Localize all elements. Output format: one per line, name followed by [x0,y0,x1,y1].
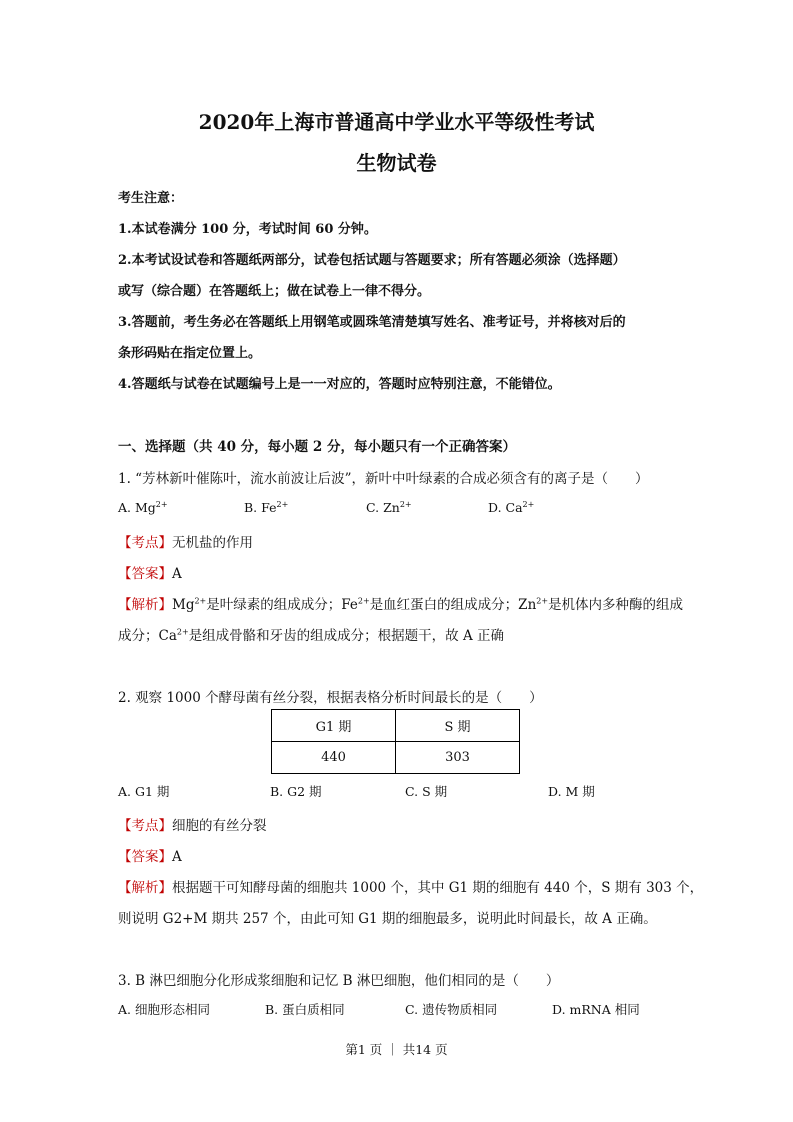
kaodian-tag: 【考点】 [118,818,172,834]
page-footer: 第1 页 ｜ 共14 页 [345,1042,448,1057]
q2-kaodian: 【考点】细胞的有丝分裂 [118,818,267,834]
q2-option-c: C. S 期 [405,784,448,799]
notice-line: 1.本试卷满分 100 分，考试时间 60 分钟。 [118,222,377,237]
notice-line: 条形码贴在指定位置上。 [118,346,262,361]
q1-option-b: B. $Fe^{2+}$ [244,499,289,515]
q1-option-a: A. $Mg^{2+}$ [118,499,168,515]
page-subtitle: 生物试卷 [356,151,437,175]
jiexi-tag: 【解析】 [118,597,172,613]
table-row [272,742,520,774]
answer-tag: 【答案】 [118,849,172,865]
q3-option-a: A. 细胞形态相同 [118,1002,210,1017]
question-3-stem: 3. B 淋巴细胞分化形成浆细胞和记忆 B 淋巴细胞，他们相同的是（ ） [118,973,560,989]
q2-answer: 【答案】A [118,849,182,865]
answer-tag: 【答案】 [118,566,172,582]
table-header-cell: G1 期 [272,710,396,742]
notice-line: 3.答题前，考生务必在答题纸上用钢笔或圆珠笔清楚填写姓名、准考证号，并将核对后的 [118,315,626,330]
q1-option-d: D. $Ca^{2+}$ [488,499,535,515]
notice-line: 4.答题纸与试卷在试题编号上是一一对应的，答题时应特别注意，不能错位。 [118,377,561,392]
q2-jiexi-line2: 则说明 G2+M 期共 257 个，由此可知 G1 期的细胞最多，说明此时间最长，故 A 正确。 [118,911,657,927]
q1-kaodian: 【考点】无机盐的作用 [118,535,253,551]
question-1-stem: 1. “芳林新叶催陈叶，流水前波让后波”，新叶中叶绿素的合成必须含有的离子是（ ） [118,471,649,487]
notice-line: 2.本考试设试卷和答题纸两部分，试卷包括试题与答题要求；所有答题必须涂（选择题） [118,253,626,268]
q1-jiexi-line2: 成分；$Ca^{2+}$是组成骨骼和牙齿的组成成分；根据题干，故 A 正确 [118,627,505,644]
section-heading: 一、选择题（共 40 分，每小题 2 分，每小题只有一个正确答案） [118,439,516,455]
table-cell: 440 [272,742,396,774]
table-row [272,710,520,742]
q2-data-table [271,709,520,774]
notice-line: 或写（综合题）在答题纸上；做在试卷上一律不得分。 [118,284,431,299]
q1-answer: 【答案】A [118,566,182,582]
notice-heading: 考生注意： [118,191,184,206]
q3-option-c: C. 遗传物质相同 [405,1002,498,1017]
table-header-cell: S 期 [396,710,520,742]
q2-option-b: B. G2 期 [270,784,322,799]
kaodian-tag: 【考点】 [118,535,172,551]
q3-option-b: B. 蛋白质相同 [265,1002,345,1017]
q2-option-a: A. G1 期 [118,784,170,799]
q2-jiexi: 【解析】根据题干可知酵母菌的细胞共 1000 个，其中 G1 期的细胞有 440 个，S 期有 303 个， [118,880,704,896]
q1-option-c: C. $Zn^{2+}$ [366,499,412,515]
table-cell: 303 [396,742,520,774]
q2-option-d: D. M 期 [548,784,595,799]
q3-option-d: D. mRNA 相同 [552,1002,640,1017]
jiexi-tag: 【解析】 [118,880,172,896]
question-2-stem: 2. 观察 1000 个酵母菌有丝分裂，根据表格分析时间最长的是（ ） [118,690,543,706]
q1-jiexi: 【解析】$Mg^{2+}$是叶绿素的组成成分；$Fe^{2+}$是血红蛋白的组成成分；$Zn^{2+}$是机体内多种酶的组成 [118,596,684,613]
page-title: 2020年上海市普通高中学业水平等级性考试 [198,110,595,134]
